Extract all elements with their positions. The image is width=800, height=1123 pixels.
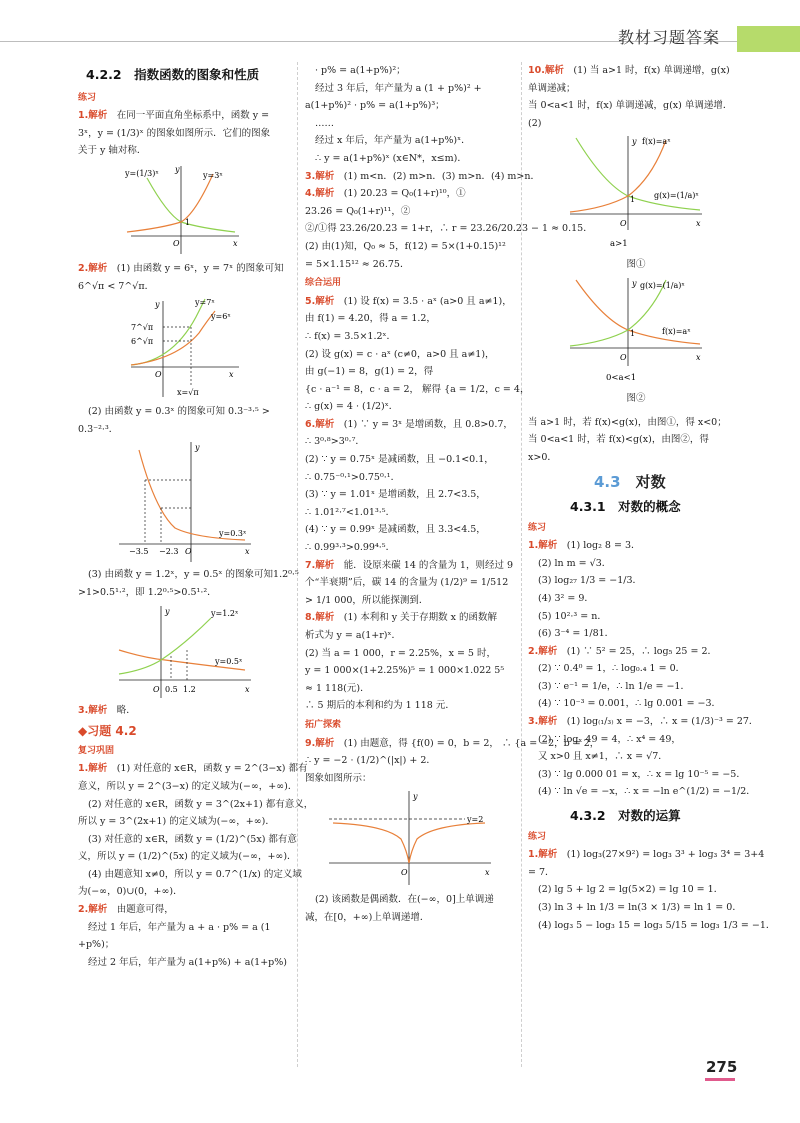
curve-label: g(x)=(1/a)ˣ	[654, 191, 699, 201]
text-line	[305, 416, 515, 434]
text-line	[305, 735, 600, 753]
text-line	[305, 627, 515, 645]
origin-label: O	[155, 370, 162, 380]
text-line	[528, 660, 744, 678]
line-text: y = 1 000×(1+2.25%)⁵ = 1 000×1.022 5⁵	[305, 665, 505, 677]
page-header-title: 教材习题答案	[618, 28, 721, 47]
line-text: · p% = a(1+p%)²；	[315, 65, 406, 76]
line-text: 0.3⁻²·³．	[78, 423, 119, 435]
text-line	[528, 899, 744, 917]
answer-tag: 解析	[315, 418, 335, 430]
line-text: (3) ∵ e⁻¹ = 1/e，∴ ln 1/e = −1．	[538, 680, 690, 692]
axis-label: y	[632, 137, 637, 147]
line-text: (3) 对任意的 x∈R，函数 y = (1/2)^(5x) 都有意	[88, 833, 297, 845]
text-line	[305, 150, 515, 168]
condition-label: 0<a<1	[606, 372, 637, 383]
answer-tag: 解析	[88, 704, 108, 716]
text-line	[528, 449, 744, 467]
line-text: (4) 3² = 9．	[538, 592, 594, 604]
line-text: (4) log₃ 5 − log₃ 15 = log₃ 5/15 = log₃ 1/3 = −1．	[538, 919, 776, 931]
line-text: 23.26 = Q₀(1+r)¹¹，②	[305, 205, 411, 217]
answer-tag: 解析	[88, 110, 108, 122]
line-text: (1) 由函数 y = 6ˣ，y = 7ˣ 的图象可知	[107, 262, 284, 274]
text-line	[305, 539, 515, 557]
line-text: ∴ f(x) = 3.5×1.2ˣ．	[305, 330, 397, 342]
text-line	[78, 584, 292, 602]
text-line	[305, 97, 515, 115]
text-line	[78, 107, 292, 125]
origin-label: O	[185, 547, 192, 557]
answer-number: 6.	[305, 418, 316, 430]
graph-exp-3x	[125, 162, 245, 258]
text-line	[528, 97, 744, 115]
section-heading: 4.2.2 指数函数的图象和性质	[86, 67, 260, 82]
line-text: (2) 由函数 y = 0.3ˣ 的图象可知 0.3⁻³·⁵ >	[88, 406, 270, 418]
curve-label: y=0.3ˣ	[219, 529, 247, 539]
line-text: (2) 设 g(x) = c · aˣ (c≠0，a>0 且 a≠1)，	[305, 348, 495, 360]
curve-label: y=(1/3)ˣ	[125, 168, 159, 178]
line-text: a(1+p%)² · p% = a(1+p%)³；	[305, 100, 445, 112]
text-line	[528, 881, 744, 899]
line-text: >1>0.5¹·²，即 1.2⁰·⁵>0.5¹·²．	[78, 586, 217, 598]
chapter-heading: 4.3 对数	[594, 473, 666, 492]
curve-label: y=7ˣ	[195, 298, 215, 308]
line-text: 经过 2 年后，年产量为 a(1+p%) + a(1+p%)	[88, 956, 287, 968]
text-line	[305, 293, 515, 311]
line-text: (3) 由函数 y = 1.2ˣ，y = 0.5ˣ 的图象可知1.2⁰·⁵	[88, 569, 299, 581]
section-heading: 4.3.2 对数的运算	[570, 808, 681, 824]
line-text: (3) ln 3 + ln 1/3 = ln(3 × 1/3) = ln 1 = 0．	[538, 902, 742, 913]
text-line	[305, 328, 515, 346]
line-text: 所以 y = 3^(2x+1) 的定义域为(−∞，+∞)．	[78, 816, 275, 828]
curve-label: y=1.2ˣ	[211, 608, 239, 618]
answer-number: 2.	[78, 262, 89, 274]
text-line	[528, 766, 744, 784]
text-line	[305, 609, 515, 627]
axis-label: x	[229, 370, 234, 380]
line-text: (1) 20.23 = Q₀(1+r)¹⁰，①	[334, 188, 466, 200]
answer-tag: 解析	[315, 295, 335, 307]
figure-caption: 图②	[626, 392, 646, 404]
line-text: ∴ 3⁰·⁸>3⁰·⁷．	[305, 436, 365, 448]
condition-label: a>1	[610, 239, 628, 250]
line-text: > 1/1 000，所以能探测到．	[305, 594, 429, 606]
answer-number: 10.	[528, 65, 545, 76]
text-line	[305, 574, 515, 592]
text-line	[305, 203, 515, 221]
text-line	[305, 398, 515, 416]
answer-tag: 解析	[315, 559, 335, 571]
graph-1.2x-0.5x	[115, 604, 255, 700]
line-text: ∴ g(x) = 4 · (1/2)ˣ．	[305, 401, 399, 413]
text-line	[305, 433, 515, 451]
answer-tag: 解析	[538, 849, 558, 861]
line-text: ≈ 1 118(元)．	[305, 682, 370, 694]
text-line	[528, 115, 744, 133]
text-line	[305, 697, 515, 715]
text-line	[305, 115, 515, 133]
axis-label: x	[245, 547, 250, 557]
line-text: 析式为 y = a(1+r)ˣ．	[305, 630, 402, 641]
line-text: ∴ 0.99³·³>0.99⁴·⁵．	[305, 542, 396, 554]
answer-tag: 解析	[538, 540, 558, 552]
exercise-heading: ◆习题 4.2	[78, 724, 137, 739]
figure-caption: 图①	[626, 259, 646, 271]
text-line	[78, 760, 308, 778]
line-text: 3ˣ，y = (1/3)ˣ 的图象如图所示．它们的图象	[78, 127, 271, 139]
column-1	[78, 62, 314, 971]
line-text: 经过 3 年后，年产量为 a (1 + p%)² +	[315, 82, 482, 94]
header-color-tab	[737, 26, 800, 52]
text-line	[305, 909, 515, 927]
line-text: ∴ 5 期后的本利和约为 1 118 元．	[305, 700, 455, 712]
line-text: (3) ∵ lg 0.000 01 = x，∴ x = lg 10⁻⁵ = −5．	[538, 768, 746, 780]
answer-tag: 解析	[315, 612, 335, 624]
origin-label: O	[153, 684, 160, 694]
line-text: (3) ∵ y = 1.01ˣ 是增函数，且 2.7<3.5，	[305, 489, 486, 501]
text-line	[78, 883, 292, 901]
text-line	[305, 62, 515, 80]
line-text: 关于 y 轴对称．	[78, 145, 147, 157]
text-line	[78, 796, 314, 814]
line-text: ∴ 1.01²·⁷<1.01³·⁵．	[305, 506, 396, 518]
line-text: (4) 由题意知 x≠0，所以 y = 0.7^(1/x) 的定义域	[88, 868, 302, 880]
line-text: 由 g(−1) = 8，g(1) = 2，得	[305, 366, 434, 378]
tick-label: 0.5	[165, 684, 178, 694]
line-text: +p%)；	[78, 939, 115, 951]
text-line	[528, 625, 744, 643]
line-text: (1) ∵ 5² = 25，∴ log₅ 25 = 2．	[557, 645, 718, 657]
answer-tag: 解析	[538, 716, 558, 728]
extension-label: 拓广探索	[305, 719, 342, 730]
text-line	[528, 431, 744, 449]
text-line	[305, 486, 515, 504]
axis-label: x	[485, 868, 490, 878]
line-text: x>0．	[528, 451, 557, 463]
graph-0.3x	[115, 440, 255, 564]
text-line	[78, 848, 297, 866]
origin-label: O	[401, 868, 408, 878]
line-text: 在同一平面直角坐标系中，函数 y =	[107, 110, 270, 122]
column-divider	[297, 62, 298, 1067]
tick-label: 1.2	[183, 684, 196, 694]
line-text: 略．	[107, 704, 136, 716]
tick-label: 1	[630, 195, 636, 205]
text-line	[78, 142, 292, 160]
text-line	[528, 917, 776, 935]
line-text: (2) 该函数是偶函数．在(−∞，0]上单调递	[315, 894, 494, 906]
line-text: 由题意可得，	[107, 904, 174, 916]
axis-label: x	[696, 352, 701, 362]
text-line	[528, 643, 744, 661]
line-text: (1) 设 f(x) = 3.5 · aˣ (a>0 且 a≠1)，	[334, 295, 512, 307]
line-text: (4) ∵ 10⁻³ = 0.001，∴ lg 0.001 = −3．	[538, 698, 722, 710]
line-text: 单调递减；	[528, 82, 576, 94]
line-text: (1) 由题意，得 {f(0) = 0，b = 2， ∴ {a = −2，b = 2，	[334, 737, 600, 749]
answer-tag: 解析	[538, 645, 558, 657]
tick-label: 1	[630, 328, 636, 338]
axis-label: y	[165, 606, 170, 616]
line-text: (4) ∵ ln √e = −x，∴ x = −ln e^(1/2) = −1/2．	[538, 786, 756, 798]
graph-even-function	[325, 789, 495, 889]
text-line	[78, 403, 292, 421]
text-line	[305, 310, 515, 328]
text-line	[305, 238, 515, 256]
answer-number: 1.	[78, 110, 89, 122]
text-line	[305, 592, 515, 610]
line-text: 当 a>1 时，若 f(x)<g(x)，由图①，得 x<0；	[528, 416, 727, 428]
text-line	[78, 919, 292, 937]
text-line	[528, 864, 744, 882]
text-line	[305, 504, 515, 522]
line-text: (2) ln m = √3．	[538, 557, 612, 569]
axis-label: x	[245, 684, 250, 694]
answer-number: 7.	[305, 559, 316, 571]
line-text: (2) 对任意的 x∈R，函数 y = 3^(2x+1) 都有意义，	[88, 798, 314, 810]
line-text: {c · a⁻¹ = 8，c · a = 2， 解得 {a = 1/2，c = 4，	[305, 383, 530, 395]
axis-label: x	[233, 238, 238, 248]
answer-number: 1.	[528, 540, 539, 552]
vline-label: x=√π	[177, 388, 199, 398]
text-line	[528, 783, 756, 801]
axis-label: y	[155, 300, 160, 310]
line-text: (4) ∵ y = 0.99ˣ 是减函数，且 3.3<4.5，	[305, 524, 486, 536]
line-text: = 5×1.15¹² ≈ 26.75．	[305, 258, 410, 270]
line-text: (2) 由(1)知，Q₀ ≈ 5，f(12) = 5×(1+0.15)¹²	[305, 240, 506, 252]
text-line	[305, 680, 515, 698]
answer-number: 3.	[78, 704, 89, 716]
line-text: (2) ∵ y = 0.75ˣ 是减函数，且 −0.1<0.1，	[305, 454, 494, 466]
text-line	[78, 778, 298, 796]
text-line	[305, 891, 515, 909]
line-text: 又 x>0 且 x≠1，∴ x = √7．	[538, 751, 668, 763]
curve-label: g(x)=(1/a)ˣ	[640, 280, 685, 290]
text-line	[305, 521, 515, 539]
text-line	[78, 954, 292, 972]
line-text: ②/①得 23.26/20.23 = 1+r，∴ r = 23.26/20.23 − 1 ≈ 0.15．	[305, 223, 593, 235]
curve-label: f(x)=aˣ	[662, 326, 691, 336]
text-line	[78, 421, 292, 439]
text-line	[528, 555, 744, 573]
axis-label: y	[195, 443, 200, 453]
text-line	[305, 80, 515, 98]
line-text: (2) 当 a = 1 000，r = 2.25%，x = 5 时，	[305, 647, 496, 659]
text-line	[78, 566, 299, 584]
review-label: 复习巩固	[78, 745, 115, 756]
origin-label: O	[173, 238, 180, 248]
line-text: (2) ∵ logₓ 49 = 4，∴ x⁴ = 49，	[538, 733, 681, 745]
text-line	[305, 381, 530, 399]
graph-figure-2	[566, 276, 706, 388]
curve-label: f(x)=aˣ	[642, 137, 671, 147]
answer-tag: 解析	[88, 904, 108, 916]
text-line	[528, 414, 744, 432]
line-text: 当 0<a<1 时，f(x) 单调递减，g(x) 单调递增．	[528, 100, 733, 112]
line-text: (3) log₂₇ 1/3 = −1/3．	[538, 575, 642, 587]
text-line	[78, 866, 302, 884]
axis-label: y	[175, 164, 180, 174]
text-line	[528, 572, 744, 590]
text-line	[528, 731, 744, 749]
line-text: (1) m<n．(2) m>n．(3) m>n．(4) m>n．	[334, 170, 541, 182]
line-text: 由 f(1) = 4.20，得 a = 1.2，	[305, 313, 436, 325]
line-text: ∴ y = a(1+p%)ˣ (x∈N*，x≤m)．	[315, 152, 467, 164]
tick-label: 1	[185, 217, 191, 227]
origin-label: O	[620, 352, 627, 362]
answer-number: 5.	[305, 295, 316, 307]
origin-label: O	[620, 219, 627, 229]
text-line	[305, 770, 515, 788]
text-line	[528, 748, 744, 766]
answer-number: 2.	[528, 645, 539, 657]
text-line	[78, 831, 297, 849]
text-line	[305, 132, 515, 150]
line-text: 减，在[0，+∞)上单调递增．	[305, 911, 430, 923]
curve-label: y=6ˣ	[211, 312, 231, 322]
axis-label: y	[413, 792, 418, 802]
text-line	[528, 608, 744, 626]
text-line	[78, 936, 292, 954]
line-text: 能．设原来碳 14 的含量为 1，则经过 9	[334, 559, 514, 571]
line-text: (1) 对任意的 x∈R，函数 y = 2^(3−x) 都有	[107, 763, 308, 775]
text-line	[305, 220, 593, 238]
answer-number: 9.	[305, 737, 316, 749]
line-text: 经过 x 年后，年产量为 a(1+p%)ˣ．	[315, 135, 471, 147]
text-line	[305, 185, 515, 203]
text-line	[528, 695, 744, 713]
line-text: 图象如图所示：	[305, 772, 372, 784]
answer-number: 3.	[305, 170, 316, 182]
text-line	[305, 363, 515, 381]
line-text: (2) lg 5 + lg 2 = lg(5×2) = lg 10 = 1．	[538, 884, 724, 896]
text-line	[528, 537, 744, 555]
answer-lines	[78, 107, 292, 160]
line-text: 6^√π < 7^√π．	[78, 280, 155, 292]
answer-number: 1.	[78, 763, 89, 775]
text-line	[528, 678, 744, 696]
text-line	[305, 752, 515, 770]
line-text: (1) 本利和 y 关于存期数 x 的函数解	[334, 612, 498, 624]
text-line	[78, 278, 292, 296]
line-text: 个“半衰期”后，碳 14 的含量为 (1/2)⁹ = 1/512	[305, 577, 509, 589]
practice-label: 练习	[528, 522, 547, 533]
line-text: (1) 当 a>1 时，f(x) 单调递增，g(x)	[563, 65, 730, 76]
curve-label: y=0.5ˣ	[215, 656, 243, 666]
graph-figure-1	[566, 134, 706, 254]
answer-tag: 解析	[88, 262, 108, 274]
tick-label: 7^√π	[131, 323, 154, 333]
text-line	[305, 451, 515, 469]
line-text: ……	[315, 117, 334, 129]
column-3	[528, 62, 776, 934]
page-number: 275	[706, 1058, 738, 1076]
practice-label: 练习	[528, 831, 547, 842]
line-text: ∴ 0.75⁻⁰·¹>0.75⁰·¹．	[305, 471, 401, 483]
text-line	[528, 62, 744, 80]
text-line	[78, 901, 292, 919]
answer-number: 4.	[305, 188, 316, 200]
answer-number: 8.	[305, 612, 316, 624]
line-text: 经过 1 年后，年产量为 a + a · p% = a (1	[88, 921, 271, 933]
text-line	[78, 702, 292, 720]
line-text: (1) log₃(27×9²) = log₃ 3³ + log₃ 3⁴ = 3+4	[557, 849, 765, 861]
answer-tag: 解析	[315, 170, 335, 182]
graph-6x-7x	[125, 297, 245, 401]
text-line	[305, 346, 515, 364]
line-text: 为(−∞，0)∪(0，+∞)．	[78, 886, 183, 898]
page-number-underline	[705, 1078, 735, 1081]
curve-label: y=3ˣ	[203, 170, 223, 180]
line-text: (1) log₍₁/₃₎ x = −3，∴ x = (1/3)⁻³ = 27．	[557, 716, 759, 728]
text-line	[78, 813, 292, 831]
tick-label: 6^√π	[131, 337, 154, 347]
line-text: (1) ∵ y = 3ˣ 是增函数，且 0.8>0.7，	[334, 418, 513, 430]
column-divider	[521, 62, 522, 1067]
axis-label: y	[632, 278, 637, 288]
line-text: 义，所以 y = (1/2)^(5x) 的定义域为(−∞，+∞)．	[78, 851, 297, 863]
answer-number: 3.	[528, 716, 539, 728]
line-text: (2) ∵ 0.4⁰ = 1，∴ log₀.₄ 1 = 0．	[538, 663, 686, 675]
answer-tag: 解析	[88, 763, 108, 775]
text-line	[528, 590, 744, 608]
text-line	[78, 125, 292, 143]
text-line	[78, 260, 292, 278]
axis-label: x	[696, 219, 701, 229]
line-text: (1) log₂ 8 = 3．	[557, 540, 641, 552]
text-line	[305, 557, 515, 575]
answer-number: 2.	[78, 904, 89, 916]
line-text: 当 0<a<1 时，若 f(x)<g(x)，由图②，得	[528, 434, 709, 446]
answer-tag: 解析	[315, 188, 335, 200]
text-line	[528, 713, 759, 731]
text-line	[305, 469, 515, 487]
line-text: ∴ y = −2 · (1/2)^(|x|) + 2．	[305, 755, 436, 767]
practice-label: 练习	[78, 92, 97, 103]
tick-label: −3.5	[129, 547, 149, 557]
text-line	[305, 662, 515, 680]
text-line	[528, 846, 765, 864]
asymptote-label: y=2	[467, 815, 484, 825]
line-text: (5) 10²·³ = n．	[538, 610, 607, 622]
text-line	[305, 645, 515, 663]
line-text: = 7．	[528, 866, 555, 878]
answer-tag: 解析	[544, 65, 564, 76]
line-text: 意义，所以 y = 2^(3−x) 的定义域为(−∞，+∞)．	[78, 780, 298, 792]
section-heading: 4.3.1 对数的概念	[570, 498, 681, 514]
answer-number: 1.	[528, 849, 539, 861]
line-text: (2)	[528, 117, 542, 129]
line-text: (6) 3⁻⁴ = 1/81．	[538, 628, 615, 640]
answer-tag: 解析	[315, 737, 335, 749]
text-line	[528, 80, 744, 98]
text-line	[305, 168, 541, 186]
text-line	[305, 256, 515, 274]
comprehensive-label: 综合运用	[305, 278, 342, 289]
tick-label: −2.3	[159, 547, 179, 557]
